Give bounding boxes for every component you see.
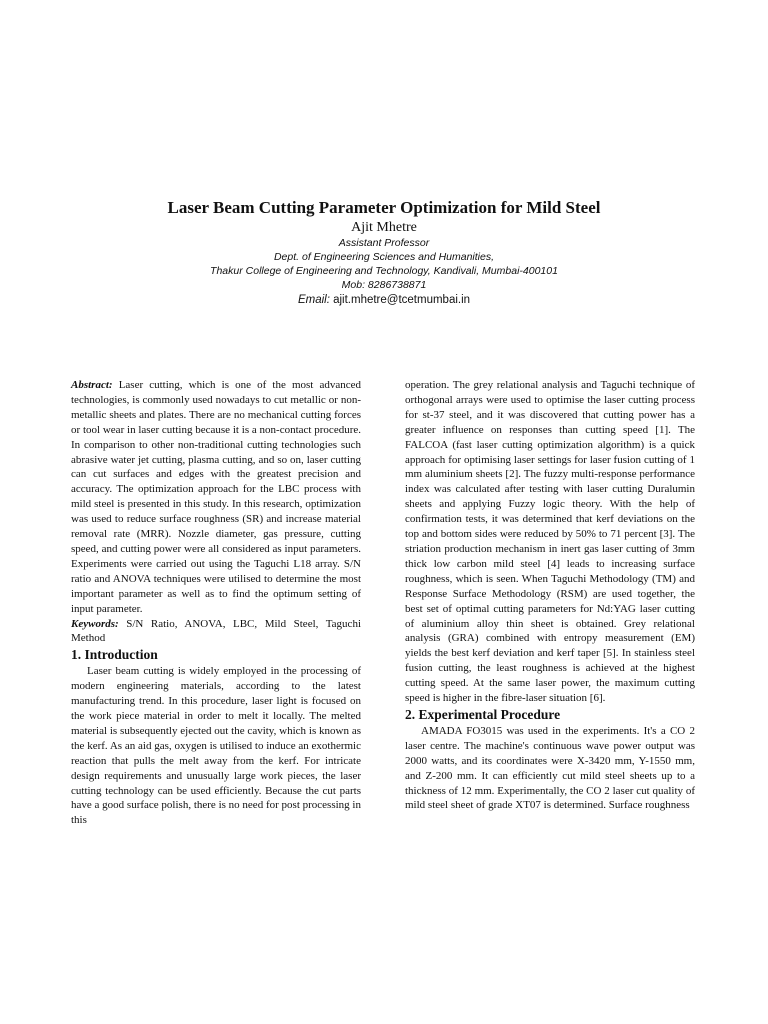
abstract-label: Abstract: bbox=[71, 379, 113, 391]
author-position: Assistant Professor bbox=[338, 237, 430, 249]
email-label: Email: bbox=[297, 294, 330, 306]
introduction-continued-paragraph: operation. The grey relational analysis and Taguchi technique of orthogonal arrays were used to optimise the laser cutting process for st-37 steel, and it was discovered that cutting power has a greater influence on responses than cutting speed [1]. The FALCOA (fast laser cutting optimization algorithm) is a quick approach for optimising laser settings for laser fusion cutting of 1 mm aluminium sheets [2]. The fuzzy multi-response performance index was calculated after testing with laser cutting Duralumin sheets and applying Fuzzy logic theory. With the help of confirmation tests, it was determined that kerf deviations on the top and bottom sides were reduced by 50% to 71 percent [3]. The striation production mechanism in inert gas laser cutting of 3mm thick low carbon mild steel [4] leads to increasing surface roughness, which is seen. When Taguchi Methodology (TM) and Response Surface Methodology (RSM) are used together, the best set of optimal cutting parameters for Nd:YAG laser cutting of aluminium alloy thin sheet is obtained. Grey relational analysis (GRA) combined with entropy measurement (EM) yields the best kerf deviation and kerf taper [5]. In stainless steel fusion cutting, the least roughness is achieved at the highest cutting speed. At the same laser power, the maximum cutting speed is higher in the fibre-laser situation [6]. bbox=[405, 379, 695, 705]
introduction-heading: 1. Introduction bbox=[71, 647, 158, 663]
author-mobile: Mob: 8286738871 bbox=[341, 279, 427, 291]
author-email: ajit.mhetre@tcetmumbai.in bbox=[333, 294, 471, 306]
left-column bbox=[71, 378, 361, 828]
author-college: Thakur College of Engineering and Technology, Kandivali, Mumbai-400101 bbox=[210, 265, 558, 277]
paper-header bbox=[0, 197, 768, 308]
abstract-paragraph bbox=[71, 378, 361, 617]
author-email-line bbox=[0, 292, 768, 308]
experimental-heading: 2. Experimental Procedure bbox=[405, 706, 561, 722]
right-column bbox=[405, 378, 695, 813]
keywords-paragraph bbox=[71, 617, 361, 647]
keywords-text: S/N Ratio, ANOVA, LBC, Mild Steel, Taguchi Method bbox=[71, 617, 361, 645]
experimental-paragraph: AMADA FO3015 was used in the experiments. It's a CO 2 laser centre. The machine's continuous wave power output was 2000 watts, and its coordinates were X-3420 mm, Y-1550 mm, and Z-200 mm. It can efficiently cut mild steel sheets up to a thickness of 12 mm. Experimentally, the CO 2 laser cut quality of mild steel sheet of grade XT07 is determined. Surface roughness bbox=[405, 724, 695, 812]
abstract-text: Laser cutting, which is one of the most advanced technologies, is commonly used nowadays to cut metallic or non-metallic sheets and plates. There are no mechanical cutting forces or tool wear in laser cutting because it is a non-contact procedure. In comparison to other non-traditional cutting technologies such abrasive water jet cutting, plasma cutting, and so on, laser cutting can cut surfaces and edges with the greatest precision and accuracy. The optimization approach for the LBC process with mild steel is presented in this study. In this research, optimization was used to reduce surface roughness (SR) and increase material removal rate (MRR). Nozzle diameter, gas pressure, cutting speed, and cutting power were all considered as input parameters. Experiments were carried out using the Taguchi L18 array. S/N ratio and ANOVA techniques were utilised to determine the most important parameter as well as to find the optimum setting of input parameter. bbox=[71, 379, 361, 615]
paper-title: Laser Beam Cutting Parameter Optimization for Mild Steel bbox=[167, 198, 601, 217]
author-department: Dept. of Engineering Sciences and Humanities, bbox=[273, 251, 495, 263]
keywords-label: Keywords: bbox=[71, 617, 119, 630]
introduction-paragraph: Laser beam cutting is widely employed in the processing of modern engineering materials, according to the latest manufacturing trend. In this procedure, laser light is focused on the work piece material in order to melt it locally. The melted material is subsequently ejected out the cavity, which is known as the kerf. As an aid gas, oxygen is utilised to induce an exothermic reaction that pulls the melt away from the kerf. For intricate design requirements and unusually large work pieces, the laser cutting technology can be used efficiently. Because the cut parts have a good surface polish, there is no need for post processing in this bbox=[71, 665, 361, 827]
author-name: Ajit Mhetre bbox=[351, 220, 417, 235]
